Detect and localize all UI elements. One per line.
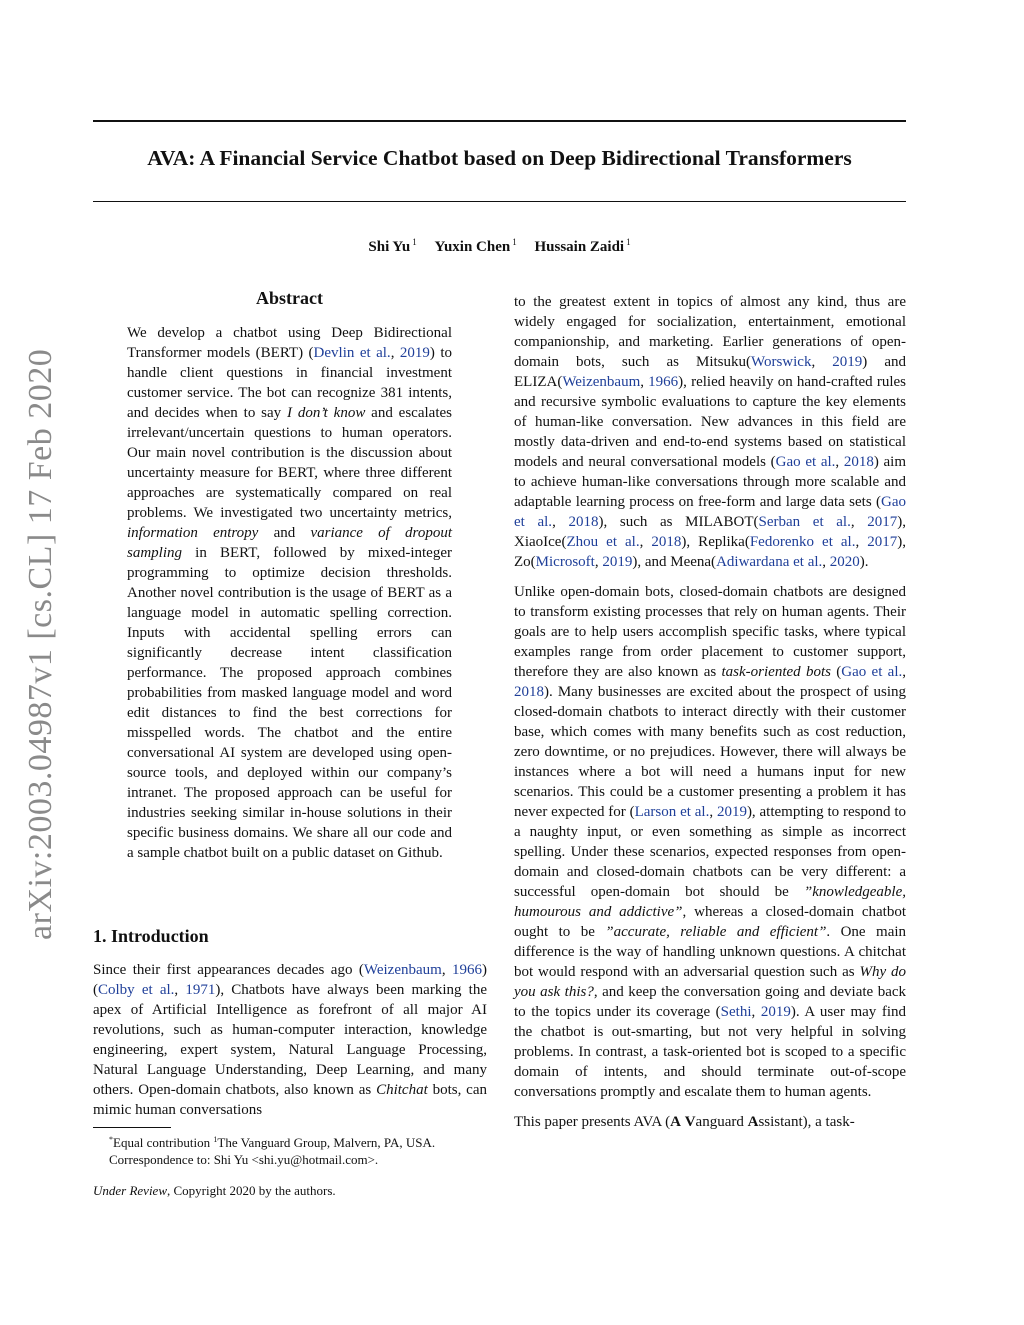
right-column [514,292,906,1132]
citation-link[interactable]: 2017 [867,534,898,550]
footnote-rule [93,1127,171,1128]
abstract-body: We develop a chatbot using Deep Bidirectional Transformer models (BERT) (Devlin et al., 2019) to handle client questions in financial investment customer service. The bot can recognize 381 intents, and decides when to say I don’t know and escalates irrelevant/uncertain questions to human operators. Our main novel contribution is the discussion about uncertainty measure for BERT, where three different approaches are systematically compared on real problems. We investigated two uncertainty metrics, information entropy and variance of dropout sampling in BERT, followed by mixed-integer programming to optimize decision thresholds. Another novel contribution is the usage of BERT as a language model in automatic spelling correction. Inputs with accidental spelling errors can significantly decrease intent classification performance. The proposed approach combines probabilities from masked language model and word edit distances to find the best corrections for misspelled words. The chatbot and the entire conversational AI system are developed using open-source tools, and deployed within our company’s intranet. The proposed approach can be useful for industries seeking similar in-house solutions in their specific business domains. We share all our code and a sample chatbot built on a public dataset on Github. [127,325,453,861]
citation-link[interactable]: 1966 [452,962,482,978]
citation-link[interactable]: Colby et al. [98,982,175,998]
citation-link[interactable]: 1966 [648,374,679,390]
citation-link[interactable]: 2018 [514,684,544,700]
citation-link[interactable]: 2018 [568,514,599,530]
citation-link[interactable]: Adiwardana et al. [716,554,823,570]
paragraph: Unlike open-domain bots, closed-domain chatbots are designed to transform existing processes that rely on human agents. Their goals are to help users accomplish specific tasks, where typical examples range from order placement to customer support, therefore they are also known as task-oriented bots (Gao et al., 2018). Many businesses are excited about the prospect of using closed-domain chatbots to interact directly with their customer base, which comes with many benefits such as cost reduction, zero downtime, or no prejudices. However, there will always be instances where a bot will need a humans input for new scenarios. This could be a customer presenting a problem it has never expected for (Larson et al., 2019), attempting to respond to a naughty input, or even something as simple as incorrect spelling. Under these scenarios, expected responses from open-domain and closed-domain chatbots can be very different: a successful open-domain bot should be ”knowledgeable, humourous and addictive”, whereas a closed-domain chatbot ought to be ”accurate, reliable and efficient”. One main difference is the way of handling unknown questions. A chitchat bot would respond with an adversarial question such as Why do you ask this?, and keep the conversation going and deviate back to the topics under its coverage (Sethi, 2019). A user may find the chatbot is out-smarting, but not very helpful in solving problems. In contrast, a task-oriented bot is scoped to a specific domain of intents, and should terminate out-of-scope conversations promptly and escalate them to human agents. [514,584,907,1100]
citation-link[interactable]: 2019 [760,1004,791,1020]
citation-link[interactable]: Worswick [751,354,812,370]
citation-link[interactable]: 2018 [843,454,874,470]
abstract-heading: Abstract [256,288,323,308]
citation-link[interactable]: Devlin et al. [313,345,391,361]
citation-link[interactable]: Microsoft [535,554,595,570]
citation-link[interactable]: Serban et al. [758,514,851,530]
citation-link[interactable]: Weizenbaum [562,374,641,390]
intro-paragraph: Since their first appearances decades ago (Weizenbaum, 1966) (Colby et al., 1971), Chatbots have always been marking the apex of Artificial Intelligence as forefront of all major AI revolutions, such as human-computer interaction, knowledge engineering, expert system, Natural Language Processing, Natural Language Understanding, Deep Learning, and many others. Open-domain chatbots, also known as Chitchat bots, can mimic human conversations [93,962,487,1118]
paragraph: This paper presents AVA (A Vanguard Assistant), a task- [514,1114,855,1130]
citation-link[interactable]: 2020 [829,554,860,570]
citation-link[interactable]: 1971 [185,982,216,998]
author: Hussain Zaidi $^1$ [534,237,631,255]
author-list [93,237,906,256]
review-notice: Under Review, Copyright 2020 by the authors. [93,1183,336,1198]
citation-link[interactable]: 2019 [399,345,430,361]
author: Shi Yu $^1$ [368,237,417,255]
citation-link[interactable]: 2018 [651,534,682,550]
paper-title: AVA: A Financial Service Chatbot based on Deep Bidirectional Transformers [147,146,852,170]
citation-link[interactable]: 2019 [716,804,747,820]
title-rule-bottom [93,201,906,202]
citation-link[interactable]: Gao et al. [841,664,903,680]
arxiv-stamp: arXiv:2003.04987v1 [cs.CL] 17 Feb 2020 [22,348,59,940]
section-heading-introduction: 1. Introduction [93,926,209,946]
citation-link[interactable]: 2017 [867,514,898,530]
citation-link[interactable]: Gao et al. [775,454,836,470]
footnote: *Equal contribution $^1$The Vanguard Group, Malvern, PA, USA. Correspondence to: Shi Yu <shi.yu@hotmail.com>. [109,1135,436,1167]
title-rule-top [93,120,906,122]
citation-link[interactable]: Zhou et al. [566,534,640,550]
paragraph: to the greatest extent in topics of almost any kind, thus are widely engaged for socialization, entertainment, emotional companionship, and marketing. Earlier generations of open-domain bots, such as Mitsuku(Worswick, 2019) and ELIZA(Weizenbaum, 1966), relied heavily on hand-crafted rules and recursive symbolic evaluations to capture the key elements of human-like conversation. New advances in this field are mostly data-driven and end-to-end systems based on statistical models and neural conversational models (Gao et al., 2018) aim to achieve human-like conversations through more scalable and adaptable learning process on free-form and large data sets (Gao et al., 2018), such as MILABOT(Serban et al., 2017), XiaoIce(Zhou et al., 2018), Replika(Fedorenko et al., 2017), Zo(Microsoft, 2019), and Meena(Adiwardana et al., 2020). [514,294,907,570]
citation-link[interactable]: 2019 [602,554,633,570]
citation-link[interactable]: Larson et al. [634,804,710,820]
citation-link[interactable]: Sethi [720,1004,752,1020]
citation-link[interactable]: Weizenbaum [363,962,442,978]
citation-link[interactable]: Gao et al. [514,494,906,530]
citation-link[interactable]: 2019 [832,354,863,370]
citation-link[interactable]: Fedorenko et al. [749,534,856,550]
author: Yuxin Chen $^1$ [434,237,517,255]
